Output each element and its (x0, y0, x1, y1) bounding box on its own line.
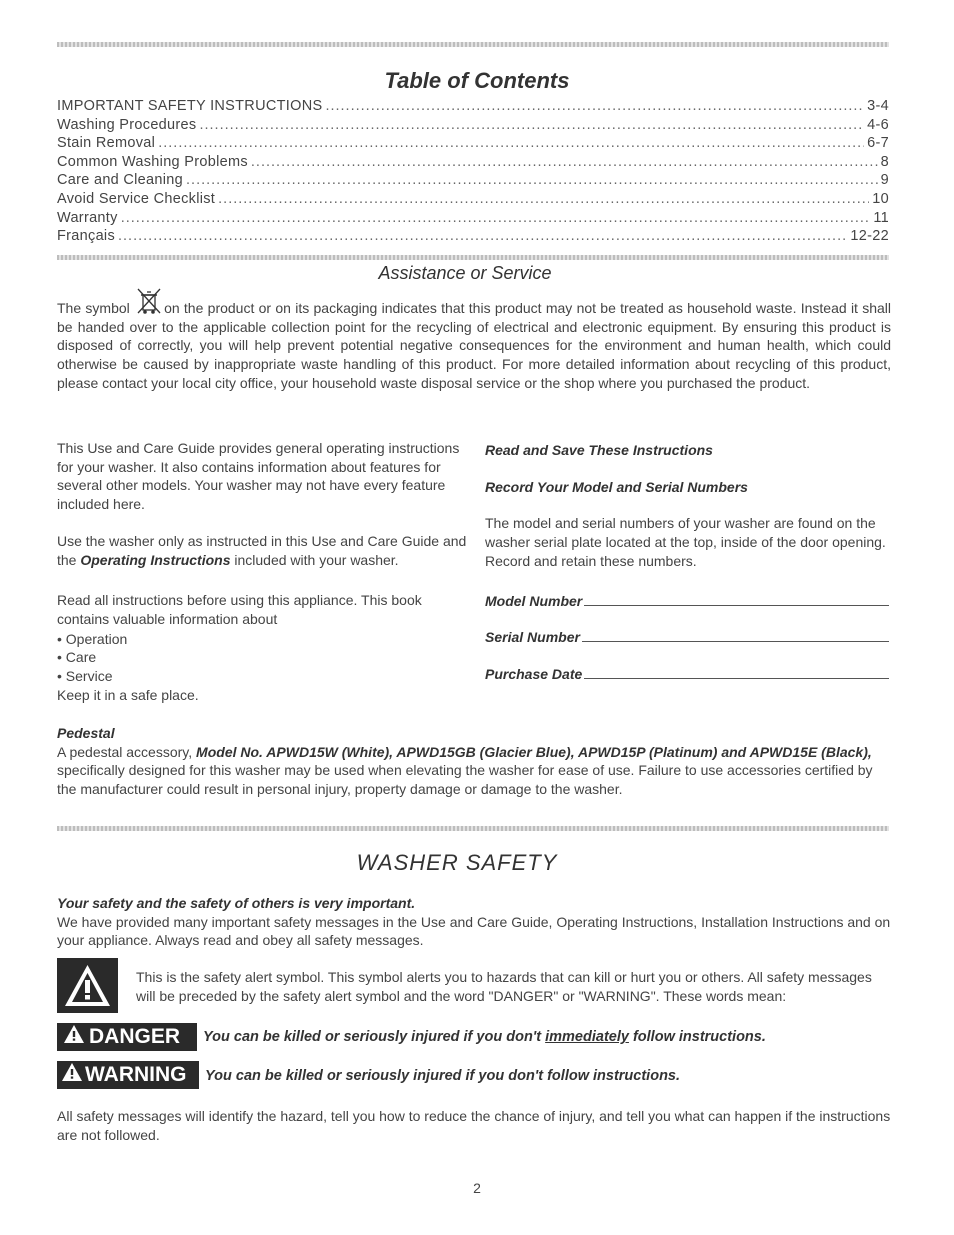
toc-title: Table of Contents (384, 68, 570, 93)
toc-entry[interactable] (57, 209, 889, 228)
usage-paragraph (57, 532, 472, 569)
bullet-item: • Care (57, 649, 97, 666)
serial-number-line[interactable] (582, 629, 889, 642)
model-number-line[interactable] (584, 593, 889, 606)
page-number: 2 (473, 1180, 481, 1196)
toc-leader-dots (158, 134, 864, 153)
toc-entry[interactable] (57, 227, 889, 246)
symbol-intro: The symbol (57, 300, 130, 316)
read-save-heading: Read and Save These Instructions (485, 442, 713, 458)
assistance-paragraph (57, 298, 891, 393)
alert-description: This is the safety alert symbol. This symbol alerts you to hazards that can kill or hurt you or others. All safety messages will be preceded by the safety alert symbol and the word "DANGER" or "WARNING". These words mean: (136, 969, 872, 1004)
toc-entry-label: Common Washing Problems (57, 153, 248, 170)
toc-entry-label: Washing Procedures (57, 116, 197, 133)
danger-text-end: follow instructions. (632, 1029, 766, 1045)
warning-label: WARNING (85, 1063, 187, 1086)
warning-text: You can be killed or seriously injured if you don't follow instructions. (205, 1068, 681, 1084)
bullet-item: • Operation (57, 630, 128, 647)
pedestal-models: Model No. APWD15W (White), APWD15GB (Glacier Blue), APWD15P (Platinum) and APWD15E (Black), (196, 743, 872, 760)
keep-safe-text: Keep it in a safe place. (57, 686, 199, 703)
bullet-list (57, 630, 472, 686)
safety-title: WASHER SAFETY (356, 850, 558, 875)
pedestal-text: A pedestal accessory, (57, 743, 193, 760)
intro-paragraph: This Use and Care Guide provides general operating instructions for your washer. It also contains information about features for several other models. Your washer may not have every feature included here. (57, 440, 460, 513)
safety-alert-icon (57, 958, 118, 1013)
toc-list (57, 97, 889, 246)
serial-plate-paragraph: The model and serial numbers of your washer are found on the washer serial plate located at the top, inside of the door opening. Record and retain these numbers. (485, 515, 886, 569)
danger-text-start: You can be killed or seriously injured if you don't (203, 1029, 542, 1045)
usage-text: Use the washer only as instructed in this Use and Care Guide and the (57, 532, 467, 568)
bullet-item: • Service (57, 668, 113, 685)
safety-paragraph: We have provided many important safety messages in the Use and Care Guide, Operating Instructions, Installation Instructions and on your appliance. Always read and obey all safety messages. (57, 913, 891, 949)
danger-text (203, 1029, 766, 1045)
toc-leader-dots (121, 209, 871, 228)
toc-entry-page: 6-7 (867, 135, 889, 152)
toc-entry-page: 10 (872, 190, 889, 207)
toc-entry[interactable] (57, 134, 889, 153)
warning-badge (57, 1061, 199, 1089)
safety-divider (57, 826, 889, 831)
danger-badge (57, 1023, 197, 1051)
model-number-field[interactable] (485, 592, 889, 611)
toc-entry[interactable] (57, 97, 889, 116)
toc-entry[interactable] (57, 190, 889, 209)
toc-leader-dots (251, 153, 878, 172)
pedestal-section (57, 724, 891, 799)
operating-instructions-ref: Operating Instructions (80, 551, 231, 568)
serial-number-label: Serial Number (485, 629, 580, 646)
toc-entry-label: Warranty (57, 209, 118, 226)
record-heading: Record Your Model and Serial Numbers (485, 478, 748, 495)
read-paragraph: Read all instructions before using this appliance. This book contains valuable information about (57, 592, 422, 627)
toc-entry-label: Avoid Service Checklist (57, 190, 216, 207)
pedestal-paragraph (57, 743, 891, 799)
toc-entry-page: 9 (880, 172, 889, 189)
toc-leader-dots (186, 171, 878, 190)
top-divider (57, 42, 889, 47)
safety-intro (57, 894, 891, 950)
right-column (485, 441, 889, 684)
toc-entry[interactable] (57, 171, 889, 190)
safety-subheading: Your safety and the safety of others is very important. (57, 895, 416, 911)
symbol-description: on the product or on its packaging indicates that this product may not be treated as household waste. Instead it shall be handed over to the applicable collection point for the recycling of electrical and electronic equipment. By ensuring this product is disposed of correctly, you will help prevent potential negative consequences for the environment and human health, which could otherwise be caused by inappropriate waste handling of this product. For more detailed information about recycling of this product, please contact your local city office, your household waste disposal service or the shop where you purchased the product. (57, 300, 892, 391)
assistance-title: Assistance or Service (378, 263, 552, 283)
usage-text-end: included with your washer. (234, 551, 399, 568)
toc-leader-dots (218, 190, 869, 209)
toc-entry-page: 11 (873, 209, 889, 226)
purchase-date-line[interactable] (584, 666, 889, 679)
toc-entry-label: IMPORTANT SAFETY INSTRUCTIONS (57, 98, 323, 114)
model-number-label: Model Number (485, 592, 583, 609)
serial-number-field[interactable] (485, 628, 889, 647)
toc-entry-page: 8 (880, 153, 889, 170)
toc-entry[interactable] (57, 116, 889, 135)
toc-entry-page: 4-6 (867, 116, 889, 133)
danger-triangle-icon (63, 1024, 85, 1050)
toc-leader-dots (325, 97, 864, 116)
toc-entry-label: Français (57, 228, 115, 245)
pedestal-heading: Pedestal (57, 725, 115, 741)
left-column (57, 439, 472, 704)
pedestal-text-end: specifically designed for this washer may be used when elevating the washer for ease of use. Failure to use accessories certified by the manufacturer could result in personal injury, property damage or damage to the washer. (57, 762, 873, 798)
toc-entry-label: Stain Removal (57, 135, 156, 152)
toc-entry-page: 12-22 (850, 228, 889, 245)
warning-triangle-icon (61, 1062, 83, 1088)
final-safety-paragraph: All safety messages will identify the hazard, tell you how to reduce the chance of injury, and tell you what can happen if the instructions are not followed. (57, 1108, 891, 1143)
toc-divider (57, 255, 889, 260)
crossed-bin-icon (134, 298, 164, 316)
toc-leader-dots (199, 116, 864, 135)
purchase-date-field[interactable] (485, 665, 889, 684)
danger-text-emphasis: immediately (545, 1029, 629, 1045)
toc-entry-page: 3-4 (867, 98, 889, 114)
purchase-date-label: Purchase Date (485, 665, 583, 682)
danger-label: DANGER (89, 1025, 181, 1048)
toc-entry[interactable] (57, 153, 889, 172)
toc-entry-label: Care and Cleaning (57, 172, 184, 189)
toc-leader-dots (118, 227, 847, 246)
